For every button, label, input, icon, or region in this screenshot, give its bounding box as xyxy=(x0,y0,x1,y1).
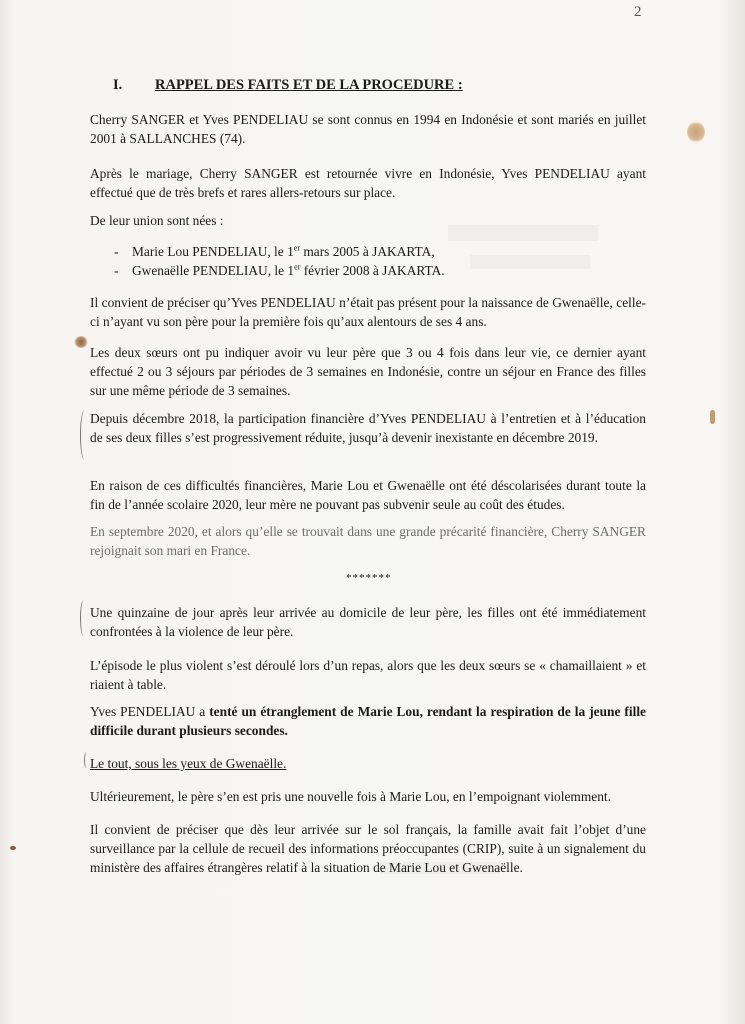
paper-stain xyxy=(74,336,88,348)
list-item: - Marie Lou PENDELIAU, le 1er mars 2005 à JAKARTA, xyxy=(114,243,435,259)
list-item: - Gwenaëlle PENDELIAU, le 1er février 2008 à JAKARTA. xyxy=(114,262,445,278)
paper-stain xyxy=(687,121,705,143)
paragraph-violence: Une quinzaine de jour après leur arrivée au domicile de leur père, les filles ont été immédiatement confrontées à la violence de leur père. xyxy=(90,605,646,639)
paragraph-meeting-marriage: Cherry SANGER et Yves PENDELIAU se sont connus en 1994 en Indonésie et sont mariés en juillet 2001 à SALLANCHES (74). xyxy=(90,112,646,146)
paper-stain xyxy=(710,410,715,424)
section-heading xyxy=(113,77,463,94)
paragraph-descolarisation: En raison de ces difficultés financières, Marie Lou et Gwenaëlle ont été déscolarisées durant toute la fin de l’année scolaire 2020, leur mère ne pouvant pas subvenir seule au coût des études. xyxy=(90,478,646,512)
pen-bracket xyxy=(80,600,87,636)
paragraph-witness: Le tout, sous les yeux de Gwenaëlle. xyxy=(90,756,287,771)
bleed-through-shape xyxy=(470,255,590,269)
page-number: 2 xyxy=(634,4,642,20)
section-number: I. xyxy=(113,77,123,93)
paragraph-strangulation: Yves PENDELIAU a tenté un étranglement de Marie Lou, rendant la respiration de la jeune fille difficile durant plusieurs secondes. xyxy=(90,704,646,738)
paragraph-crip-surveillance: Il convient de préciser que dès leur arrivée sur le sol français, la famille avait fait l’objet d’une surveillance par la cellule de recueil des informations préoccupantes (CRIP), suite à un signalement du ministère des affaires étrangères relatif à la situation de Marie Lou et Gwenaëlle. xyxy=(90,822,646,875)
paragraph-absence-birth: Il convient de préciser qu’Yves PENDELIAU n’était pas présent pour la naissance de Gwenaëlle, celle-ci n’ayant vu son père pour la première fois qu’aux alentours de ses 4 ans. xyxy=(90,295,646,329)
section-title: RAPPEL DES FAITS ET DE LA PROCEDURE : xyxy=(155,77,463,93)
paragraph-violent-episode: L’épisode le plus violent s’est déroulé lors d’un repas, alors que les deux sœurs se « chamaillaient » et riaient à table. xyxy=(90,658,646,692)
paper-stain xyxy=(10,846,16,850)
births-list xyxy=(114,242,445,280)
paragraph-births-intro: De leur union sont nées : xyxy=(90,213,224,228)
pen-bracket xyxy=(84,752,89,768)
paragraph-visits: Les deux sœurs ont pu indiquer avoir vu leur père que 3 ou 4 fois dans leur vie, ce dernier ayant effectué 2 ou 3 séjours par périodes de 3 semaines en Indonésie, contre un séjour en France des filles sur une même période de 3 semaines. xyxy=(90,345,646,398)
paragraph-arrival-france: En septembre 2020, et alors qu’elle se trouvait dans une grande précarité financière, Cherry SANGER rejoignait son mari en France. xyxy=(90,524,646,558)
paragraph-after-marriage: Après le mariage, Cherry SANGER est retournée vivre en Indonésie, Yves PENDELIAU ayant effectué que de très brefs et rares allers-retours sur place. xyxy=(90,166,646,200)
paragraph-second-assault: Ultérieurement, le père s’en est pris une nouvelle fois à Marie Lou, en l’empoignant violemment. xyxy=(90,789,611,804)
pen-bracket xyxy=(80,410,89,460)
paragraph-financial-participation: Depuis décembre 2018, la participation financière d’Yves PENDELIAU à l’entretien et à l’éducation de ses deux filles s’est progressivement réduite, jusqu’à devenir inexistante en décembre 2019. xyxy=(90,411,646,445)
separator-stars: ******* xyxy=(346,572,392,584)
